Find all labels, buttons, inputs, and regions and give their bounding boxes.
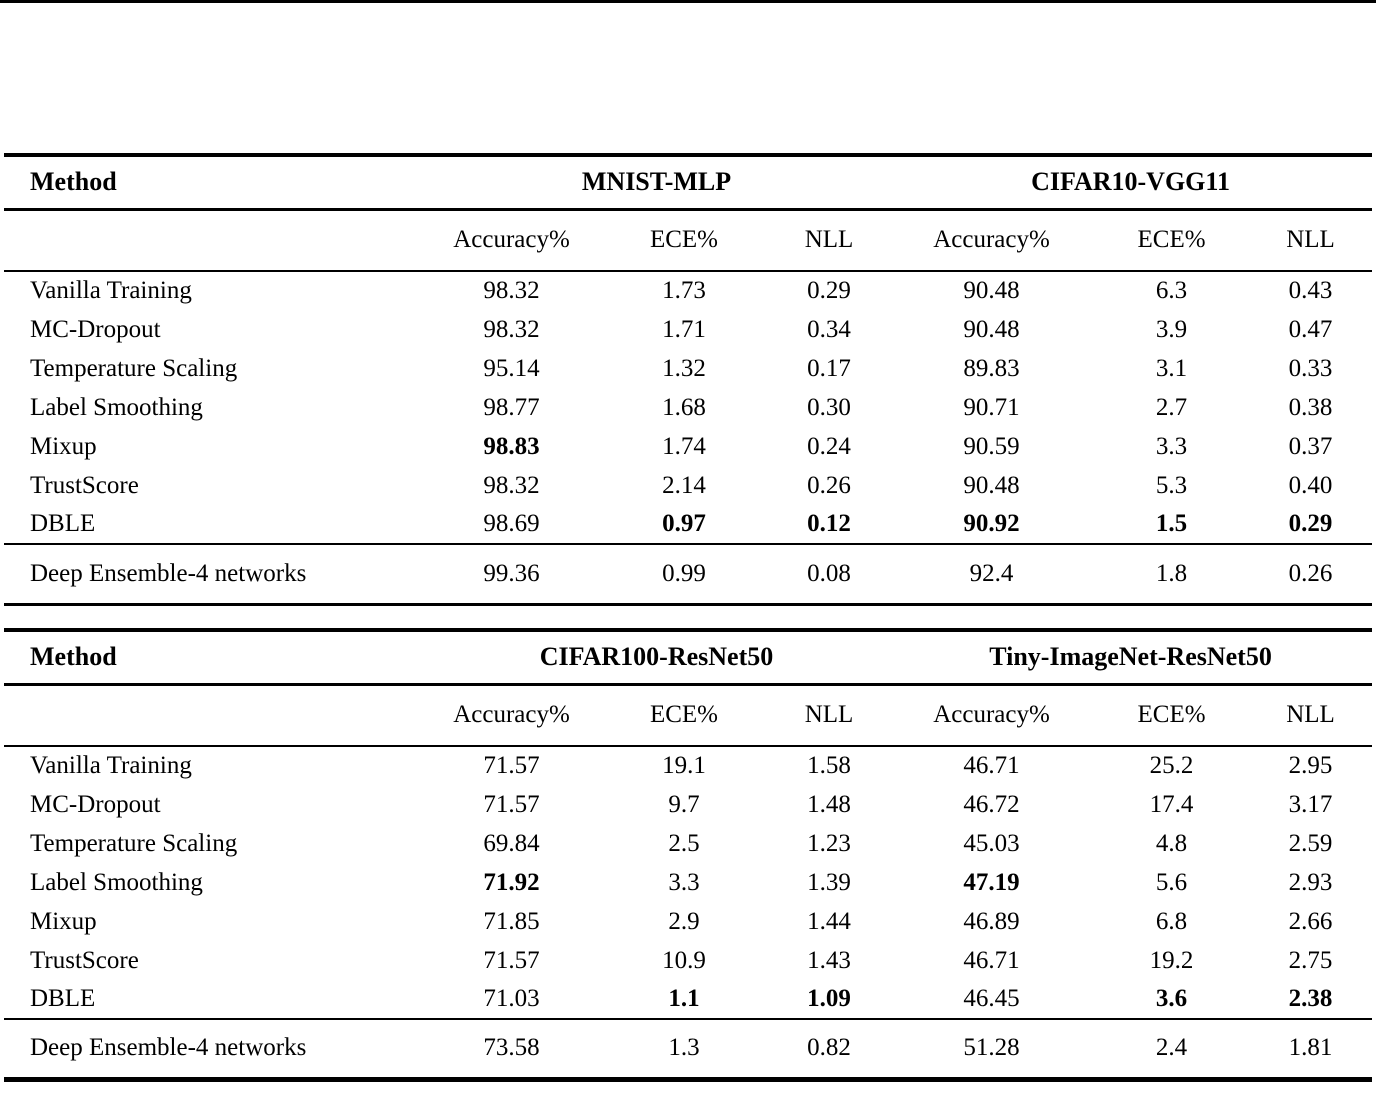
metric-value: 9.7 — [668, 790, 700, 818]
table-row — [4, 271, 1372, 310]
table-row — [4, 349, 1372, 388]
metric-value: 0.24 — [807, 432, 851, 460]
metric-value: 90.48 — [963, 471, 1020, 499]
metric-value: 1.3 — [668, 1034, 700, 1062]
table-row — [4, 785, 1372, 824]
metric-value: 71.57 — [483, 752, 540, 779]
metric-value: 90.48 — [963, 315, 1020, 343]
method-name: Deep Ensemble-4 networks — [30, 559, 307, 587]
table-row — [4, 1019, 1372, 1079]
metric-value: 0.82 — [807, 1034, 851, 1062]
metric-column-header: ECE% — [649, 701, 719, 729]
metric-value: 73.58 — [483, 1034, 540, 1062]
dataset-group-header: CIFAR100-ResNet50 — [539, 642, 774, 672]
metric-value: 17.4 — [1149, 790, 1194, 818]
table-row — [4, 544, 1372, 604]
metric-value: 0.33 — [1288, 354, 1333, 382]
group-header-row — [4, 155, 1372, 209]
metric-value: 0.34 — [807, 315, 851, 343]
metric-value: 90.59 — [963, 432, 1020, 460]
metric-value: 1.68 — [662, 393, 706, 421]
empty-header-cell — [4, 209, 424, 271]
dataset-group-header: Tiny-ImageNet-ResNet50 — [989, 642, 1272, 672]
metric-column-header: Accuracy% — [453, 701, 570, 729]
method-name: Mixup — [30, 907, 97, 935]
metric-column-header: Accuracy% — [933, 226, 1050, 254]
metric-value: 0.26 — [807, 471, 851, 499]
metric-value: 0.30 — [807, 393, 851, 421]
metric-value: 71.03 — [483, 985, 540, 1012]
method-name: Vanilla Training — [30, 752, 192, 779]
metric-value: 2.14 — [662, 471, 706, 499]
metric-value: 71.92 — [483, 868, 540, 896]
metric-value: 2.59 — [1288, 829, 1333, 857]
metric-value: 90.48 — [963, 277, 1020, 304]
method-name: Temperature Scaling — [30, 829, 238, 857]
metric-value: 3.3 — [668, 868, 700, 896]
metric-value: 0.37 — [1288, 432, 1333, 460]
metric-column-header: NLL — [804, 701, 854, 729]
method-rows — [4, 746, 1372, 1019]
metric-value: 0.29 — [807, 277, 851, 304]
table-row — [4, 824, 1372, 863]
metric-column-header: NLL — [1286, 226, 1335, 254]
metric-column-header: NLL — [804, 226, 854, 254]
metric-value: 98.77 — [483, 393, 540, 421]
ensemble-rows — [4, 544, 1372, 604]
table-row — [4, 941, 1372, 980]
metric-value: 3.1 — [1155, 354, 1188, 382]
metric-value: 1.81 — [1288, 1034, 1333, 1062]
metric-column-header: ECE% — [649, 226, 719, 254]
metric-value: 1.23 — [807, 829, 851, 857]
table-row — [4, 466, 1372, 505]
metric-value: 1.74 — [662, 432, 706, 460]
metric-value: 4.8 — [1155, 829, 1188, 857]
empty-header-cell — [4, 684, 424, 746]
metric-column-header: Accuracy% — [453, 226, 570, 254]
method-name: TrustScore — [30, 471, 139, 499]
metric-value: 89.83 — [963, 354, 1020, 382]
metric-value: 46.71 — [963, 752, 1020, 779]
metric-value: 1.39 — [807, 868, 851, 896]
method-name: TrustScore — [30, 946, 139, 974]
metric-value: 46.72 — [963, 790, 1020, 818]
metric-value: 98.32 — [483, 471, 540, 499]
metric-value: 2.7 — [1155, 393, 1188, 421]
metric-value: 46.71 — [963, 946, 1020, 974]
method-name: MC-Dropout — [30, 315, 161, 343]
method-name: Deep Ensemble-4 networks — [30, 1034, 307, 1062]
table-row — [4, 980, 1372, 1019]
metric-value: 95.14 — [483, 354, 540, 382]
metric-value: 0.99 — [662, 559, 706, 587]
metric-value: 1.5 — [1155, 510, 1188, 537]
page-top-rule — [0, 0, 1376, 3]
metric-value: 51.28 — [963, 1034, 1020, 1062]
metric-value: 0.17 — [807, 354, 851, 382]
metric-value: 98.32 — [483, 277, 540, 304]
metric-value: 2.75 — [1288, 946, 1333, 974]
table-row — [4, 863, 1372, 902]
metric-value: 0.40 — [1288, 471, 1333, 499]
metric-value: 3.3 — [1155, 432, 1188, 460]
metric-value: 25.2 — [1149, 752, 1194, 779]
method-column-header: Method — [30, 167, 117, 197]
metric-value: 90.71 — [963, 393, 1020, 421]
table-row — [4, 505, 1372, 544]
metric-value: 1.58 — [807, 752, 851, 779]
method-name: Temperature Scaling — [30, 354, 238, 382]
method-name: Vanilla Training — [30, 277, 192, 304]
metric-value: 3.17 — [1288, 790, 1333, 818]
metric-value: 0.38 — [1288, 393, 1333, 421]
metric-value: 2.4 — [1155, 1034, 1188, 1062]
metric-header-row — [4, 684, 1372, 746]
method-name: DBLE — [30, 985, 96, 1012]
metric-value: 0.47 — [1288, 315, 1333, 343]
metric-value: 3.6 — [1155, 985, 1188, 1012]
method-name: Label Smoothing — [30, 868, 203, 896]
metric-value: 98.69 — [483, 510, 540, 537]
metric-value: 1.09 — [807, 985, 851, 1012]
metric-value: 46.89 — [963, 907, 1020, 935]
dataset-group-header: CIFAR10-VGG11 — [1031, 167, 1230, 197]
method-name: MC-Dropout — [30, 790, 161, 818]
metric-value: 71.57 — [483, 790, 540, 818]
metric-column-header: Accuracy% — [933, 701, 1050, 729]
method-name: DBLE — [30, 510, 96, 537]
metric-value: 0.43 — [1288, 277, 1333, 304]
metric-value: 0.26 — [1288, 559, 1333, 587]
metric-value: 1.1 — [668, 985, 700, 1012]
metric-value: 1.32 — [662, 354, 706, 382]
metric-value: 2.95 — [1288, 752, 1333, 779]
method-name: Label Smoothing — [30, 393, 203, 421]
metric-value: 2.38 — [1288, 985, 1333, 1012]
metric-value: 98.32 — [483, 315, 540, 343]
metric-value: 10.9 — [662, 946, 706, 974]
metric-value: 3.9 — [1155, 315, 1188, 343]
group-header-row — [4, 630, 1372, 684]
method-rows — [4, 271, 1372, 544]
dataset-group-header: MNIST-MLP — [581, 167, 732, 197]
metric-value: 1.44 — [807, 907, 851, 935]
metric-value: 2.9 — [668, 907, 700, 935]
metric-value: 0.29 — [1288, 510, 1333, 537]
table-row — [4, 310, 1372, 349]
ensemble-rows — [4, 1019, 1372, 1079]
metric-value: 19.1 — [662, 752, 706, 779]
metric-value: 92.4 — [969, 559, 1014, 587]
table-row — [4, 746, 1372, 785]
metric-value: 1.43 — [807, 946, 851, 974]
metric-value: 19.2 — [1149, 946, 1194, 974]
method-column-header: Method — [30, 642, 117, 672]
method-name: Mixup — [30, 432, 97, 460]
metric-value: 0.12 — [807, 510, 851, 537]
metric-value: 0.97 — [662, 510, 706, 537]
metric-column-header: ECE% — [1137, 701, 1206, 729]
results-table-top — [4, 153, 1372, 606]
metric-column-header: NLL — [1286, 701, 1335, 729]
metric-value: 46.45 — [963, 985, 1020, 1012]
metric-value: 1.71 — [662, 315, 706, 343]
metric-value: 45.03 — [963, 829, 1020, 857]
metric-value: 90.92 — [963, 510, 1020, 537]
metric-value: 2.66 — [1288, 907, 1333, 935]
metric-value: 71.57 — [483, 946, 540, 974]
metric-value: 47.19 — [963, 868, 1020, 896]
metric-value: 0.08 — [807, 559, 851, 587]
metric-value: 98.83 — [483, 432, 540, 460]
metric-value: 1.8 — [1155, 559, 1188, 587]
metric-value: 6.8 — [1155, 907, 1188, 935]
results-table-bottom — [4, 628, 1372, 1082]
metric-value: 71.85 — [483, 907, 540, 935]
table-row — [4, 902, 1372, 941]
metric-value: 6.3 — [1155, 277, 1188, 304]
metric-value: 2.93 — [1288, 868, 1333, 896]
table-row — [4, 388, 1372, 427]
metric-value: 1.48 — [807, 790, 851, 818]
metric-value: 99.36 — [483, 559, 540, 587]
table-row — [4, 427, 1372, 466]
metric-value: 5.6 — [1155, 868, 1188, 896]
metric-column-header: ECE% — [1137, 226, 1206, 254]
metric-header-row — [4, 209, 1372, 271]
metric-value: 1.73 — [662, 277, 706, 304]
metric-value: 2.5 — [668, 829, 700, 857]
metric-value: 69.84 — [483, 829, 540, 857]
metric-value: 5.3 — [1155, 471, 1188, 499]
